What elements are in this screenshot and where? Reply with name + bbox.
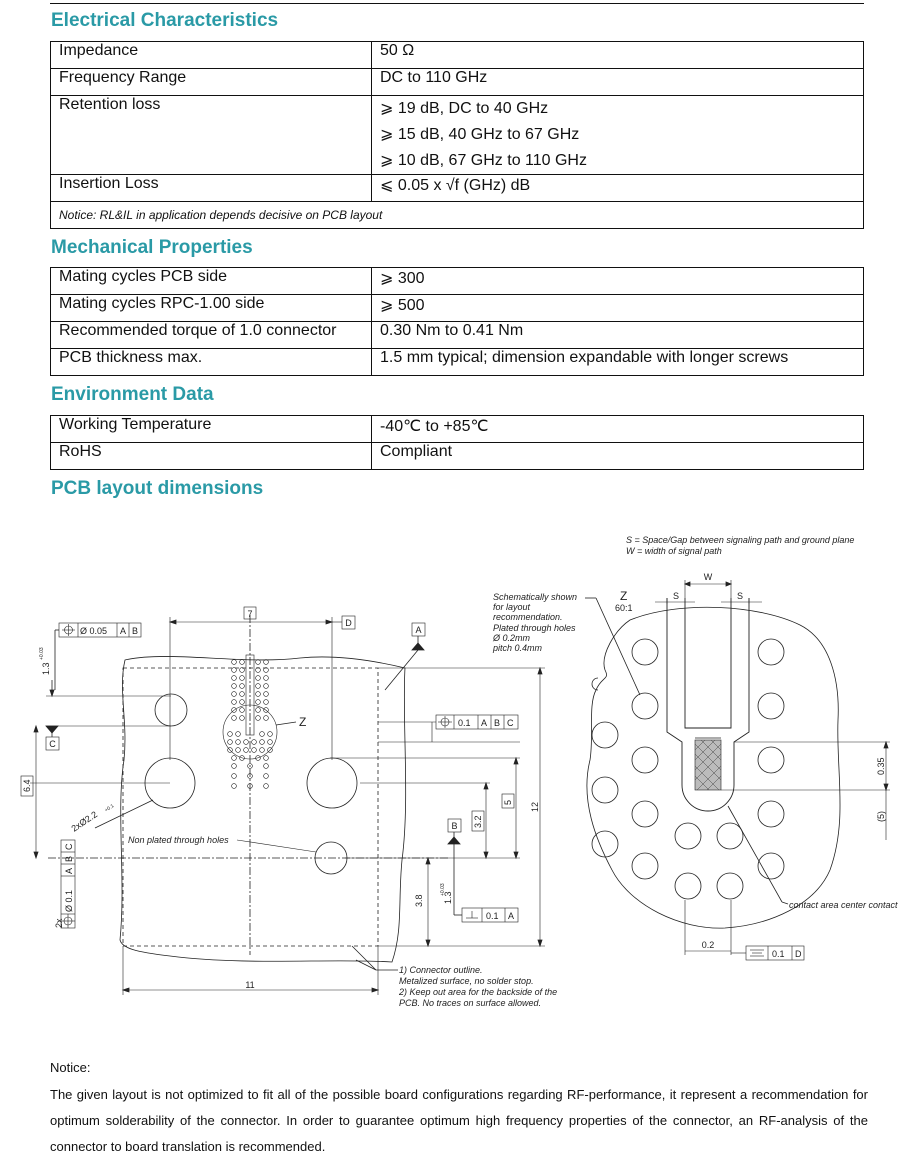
pcb-outline [120,656,406,962]
mechanical-table [50,267,864,376]
tol-003: +0.03 [39,647,45,660]
dim-3-2: 3.2 [473,815,483,828]
fcf-bottom-tol: 0.1 [486,911,499,921]
top-rule [50,3,864,4]
mechanical-heading: Mechanical Properties [51,237,253,258]
pcb-layout-drawing [0,500,903,1020]
row-value [372,96,864,175]
fcf-right-c: C [507,718,514,728]
schematic-note-5: Ø 0.2mm [493,633,531,643]
outline-note-3: 2) Keep out area for the backside of the [399,987,558,997]
fcf-top-a: A [120,626,127,636]
fcf-right [436,715,518,729]
fcf-left-prefix: 2x [54,918,64,928]
electrical-table [50,41,864,229]
row-value: Compliant [372,443,864,470]
ground-vias [592,639,784,899]
row-value: ⩽ 0.05 x √f (GHz) dB [372,175,864,202]
tol-003b: +0.03 [440,883,446,896]
notice-body: The given layout is not optimized to fit all of the possible board configurations regarding RF-performance, it represent a recommendation for optimum solderability of the connector. In order to guarantee optimum high frequency properties of the connector, an RF-analysis of the connector to board translation is recommended. [50,1087,868,1154]
schematic-note-3: recommendation. [493,612,563,622]
schematic-note-1: Schematically shown [493,592,578,602]
fcf-left [61,840,75,928]
dim-2x-d22: 2xØ2.2 [69,809,100,834]
schematic-note-6: pitch 0.4mm [493,643,543,653]
z-label: Z [299,715,307,729]
dim-3-8: 3.8 [414,894,424,907]
row-value: ⩾ 300 [372,268,864,295]
fcf-right-a: A [481,718,488,728]
electrical-notice: Notice: RL&IL in application depends decisive on PCB layout [51,202,864,229]
datum-a: A [415,625,422,635]
row-value: 0.30 Nm to 0.41 Nm [372,322,864,349]
row-value: DC to 110 GHz [372,69,864,96]
notice-title: Notice: [50,1060,91,1075]
dim-1-3-bottom: 1.3 [443,891,453,904]
fcf-detail-tol: 0.1 [772,949,785,959]
fcf-top-b: B [132,626,139,636]
schematic-note-2: for layout [493,602,531,612]
row-key: Recommended torque of 1.0 connector [51,322,372,349]
schematic-note-4: Plated through holes [493,623,576,633]
locating-hole [155,694,187,726]
outline-note-1: 1) Connector outline. [399,965,483,975]
contact-area [695,740,721,790]
outline-note-2: Metalized surface, no solder stop. [399,976,534,986]
datum-c: C [49,739,56,749]
fcf-left-c: C [64,843,74,850]
fcf-top-tol: Ø 0.05 [80,626,108,636]
legend-s: S = Space/Gap between signaling path and ground plane [626,535,855,545]
w-label: W [703,572,713,582]
datum-b: B [451,821,458,831]
electrical-heading: Electrical Characteristics [51,10,279,31]
row-key: RoHS [51,443,372,470]
fcf-left-b: B [64,855,74,862]
row-key: Mating cycles RPC-1.00 side [51,295,372,322]
s-label-right: S [736,591,744,601]
dim-5-paren: (5) [876,811,886,822]
tol-01: +0.1 [103,803,116,814]
retention-line: ⩾ 15 dB, 40 GHz to 67 GHz [380,126,580,143]
detail-z: Z [620,589,628,603]
s-label-left: S [672,591,680,601]
dim-5: 5 [503,799,513,805]
pcb-heading: PCB layout dimensions [51,478,264,499]
row-value: ⩾ 500 [372,295,864,322]
row-value: 50 Ω [372,42,864,69]
dim-6-4: 6.4 [22,779,32,792]
environment-heading: Environment Data [51,384,214,405]
environment-table [50,415,864,470]
row-key: Mating cycles PCB side [51,268,372,295]
legend-w: W = width of signal path [626,546,722,556]
dim-1-3-top: 1.3 [41,662,51,675]
row-key: PCB thickness max. [51,349,372,376]
dim-11: 11 [245,980,255,990]
mounting-hole [307,758,357,808]
fcf-bottom-a: A [508,911,515,921]
fcf-detail-d: D [795,949,802,959]
retention-line: ⩾ 19 dB, DC to 40 GHz [380,100,549,117]
retention-line: ⩾ 10 dB, 67 GHz to 110 GHz [380,152,587,169]
dim-0-35: 0.35 [876,757,886,775]
row-value: 1.5 mm typical; dimension expandable with longer screws [372,349,864,376]
dim-7: 7 [247,609,253,619]
row-key: Impedance [51,42,372,69]
fcf-right-tol: 0.1 [458,718,471,728]
contact-note: contact area center contact [789,900,898,910]
fcf-right-b: B [494,718,501,728]
row-key: Retention loss [51,96,372,175]
row-key: Working Temperature [51,416,372,443]
row-value: -40℃ to +85℃ [372,416,864,443]
fcf-left-tol: Ø 0.1 [64,889,74,912]
row-key: Insertion Loss [51,175,372,202]
non-plated-note: Non plated through holes [128,835,229,845]
detail-scale: 60:1 [615,603,633,613]
fcf-left-a: A [64,867,74,874]
outline-note-4: PCB. No traces on surface allowed. [399,998,542,1008]
row-key: Frequency Range [51,69,372,96]
dim-0-2: 0.2 [701,940,715,950]
datum-d: D [345,618,352,628]
dim-12: 12 [530,801,540,812]
